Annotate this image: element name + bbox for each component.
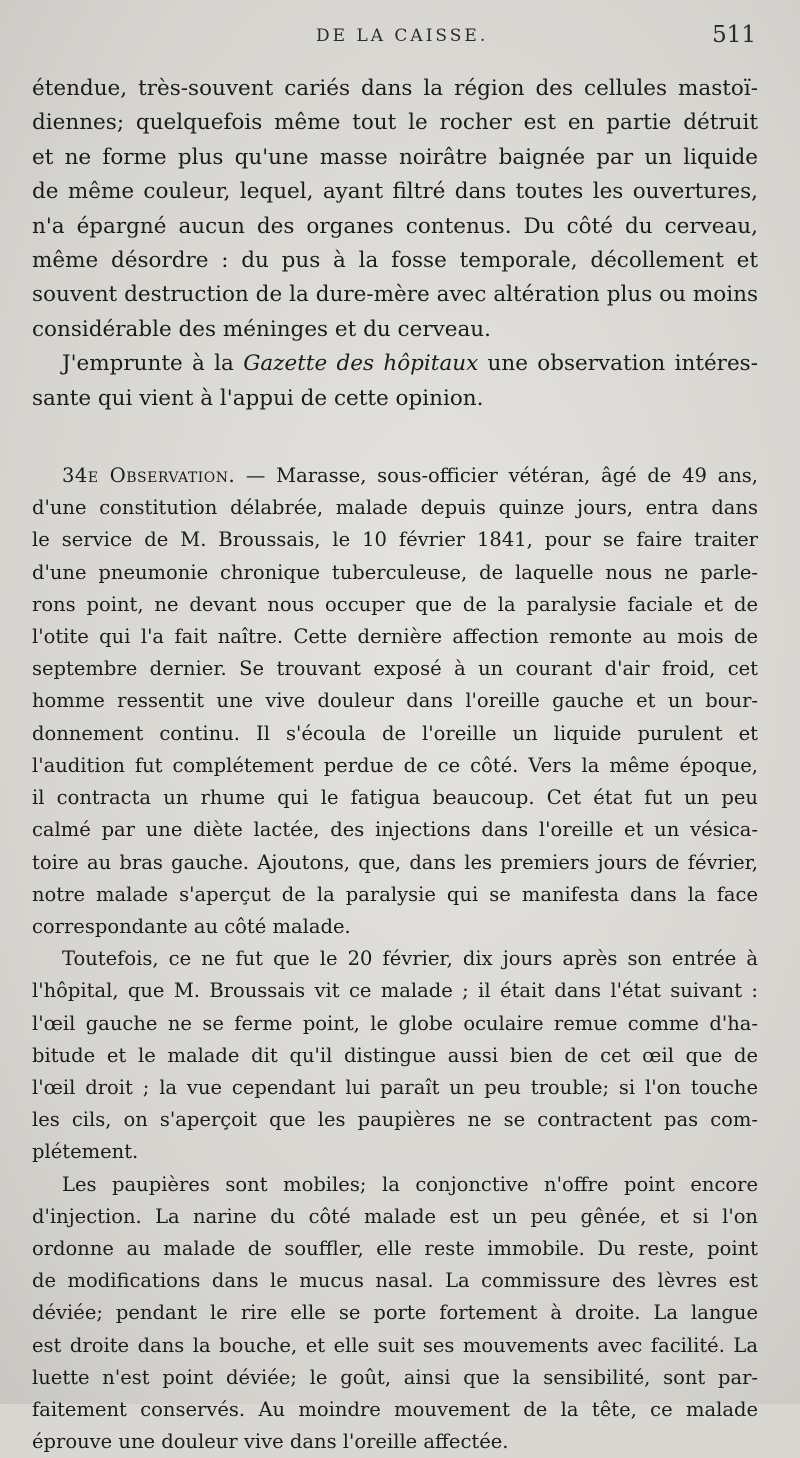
text-line: rons point, ne devant nous occuper que de la paralysie faciale et de [32, 592, 758, 616]
text-line: — Marasse, sous-officier vétéran, âgé de 49 ans, [235, 464, 758, 488]
intro-section [32, 72, 758, 416]
text-line: homme ressentit une vive douleur dans l'oreille gauche et un bour- [32, 689, 758, 713]
text-line: même désordre : du pus à la fosse temporale, décollement et [32, 248, 758, 274]
citation-line [32, 347, 758, 381]
text-line: les cils, on s'aperçoit que les paupières ne se contractent pas com- [32, 1108, 758, 1132]
text-line: ordonne au malade de souffler, elle reste immobile. Du reste, point [32, 1236, 758, 1260]
page-header [0, 22, 800, 52]
text-line: souvent destruction de la dure-mère avec altération plus ou moins [32, 282, 758, 308]
text-line: Les paupières sont mobiles; la conjonctive n'offre point encore [62, 1172, 758, 1196]
body-text [32, 72, 758, 1458]
text-line: plétement. [32, 1140, 139, 1164]
text-line: notre malade s'aperçut de la paralysie qui se manifesta dans la face [32, 882, 758, 906]
citation-after: une observation intéres- [478, 351, 758, 377]
text-line: n'a épargné aucun des organes contenus. Du côté du cerveau, [32, 213, 758, 239]
text-line: et ne forme plus qu'une masse noirâtre baignée par un liquide [32, 144, 758, 170]
text-line: d'une pneumonie chronique tuberculeuse, de laquelle nous ne parle- [32, 560, 758, 584]
text-line: bitude et le malade dit qu'il distingue aussi bien de cet œil que de [32, 1043, 758, 1067]
text-line: sante qui vient à l'appui de cette opinion. [32, 385, 484, 411]
text-line: de même couleur, lequel, ayant filtré dans toutes les ouvertures, [32, 179, 758, 205]
text-line: calmé par une diète lactée, des injections dans l'oreille et un vésica- [32, 818, 758, 842]
text-line: Toutefois, ce ne fut que le 20 février, dix jours après son entrée à [62, 947, 758, 971]
page-number: 511 [712, 22, 756, 48]
observation-section [32, 460, 758, 1458]
text-line: l'audition fut complétement perdue de ce côté. Vers la même époque, [32, 753, 758, 777]
text-line: étendue, très-souvent cariés dans la région des cellules mastoï- [32, 76, 758, 101]
text-line: d'injection. La narine du côté malade est un peu gênée, et si l'on [32, 1204, 758, 1228]
text-line: septembre dernier. Se trouvant exposé à un courant d'air froid, cet [32, 657, 758, 681]
text-line: l'œil gauche ne se ferme point, le globe oculaire remue comme d'ha- [32, 1011, 758, 1035]
observation-first-line [32, 460, 758, 492]
text-line: donnement continu. Il s'écoula de l'oreille un liquide purulent et [32, 721, 758, 745]
text-line: diennes; quelquefois même tout le rocher est en partie détruit [32, 110, 758, 136]
text-line: il contracta un rhume qui le fatigua beaucoup. Cet état fut un peu [32, 786, 758, 810]
text-line: l'otite qui l'a fait naître. Cette dernière affection remonte au mois de [32, 625, 758, 649]
text-line: correspondante au côté malade. [32, 914, 351, 938]
running-title: DE LA CAISSE. [316, 26, 489, 46]
text-line: faitement conservés. Au moindre mouvement de la tête, ce malade [32, 1397, 758, 1421]
observation-label: 34e Observation. [62, 464, 236, 488]
section-gap [32, 416, 758, 460]
text-line: l'œil droit ; la vue cependant lui paraît un peu trouble; si l'on touche [32, 1075, 758, 1099]
text-line: toire au bras gauche. Ajoutons, que, dans les premiers jours de février, [32, 850, 758, 874]
text-line: l'hôpital, que M. Broussais vit ce malade ; il était dans l'état suivant : [32, 979, 758, 1003]
text-line: éprouve une douleur vive dans l'oreille affectée. [32, 1430, 509, 1454]
text-line: déviée; pendant le rire elle se porte fortement à droite. La langue [32, 1301, 758, 1325]
text-line: de modifications dans le mucus nasal. La commissure des lèvres est [32, 1269, 758, 1293]
citation-before: J'emprunte à la [62, 351, 244, 377]
text-line: d'une constitution délabrée, malade depuis quinze jours, entra dans [32, 496, 758, 520]
text-line: luette n'est point déviée; le goût, ainsi que la sensibilité, sont par- [32, 1365, 758, 1389]
text-line: le service de M. Broussais, le 10 février 1841, pour se faire traiter [32, 528, 758, 552]
citation-source: Gazette des hôpitaux [243, 351, 479, 377]
text-line: considérable des méninges et du cerveau. [32, 316, 491, 342]
text-line: est droite dans la bouche, et elle suit ses mouvements avec facilité. La [32, 1333, 758, 1357]
